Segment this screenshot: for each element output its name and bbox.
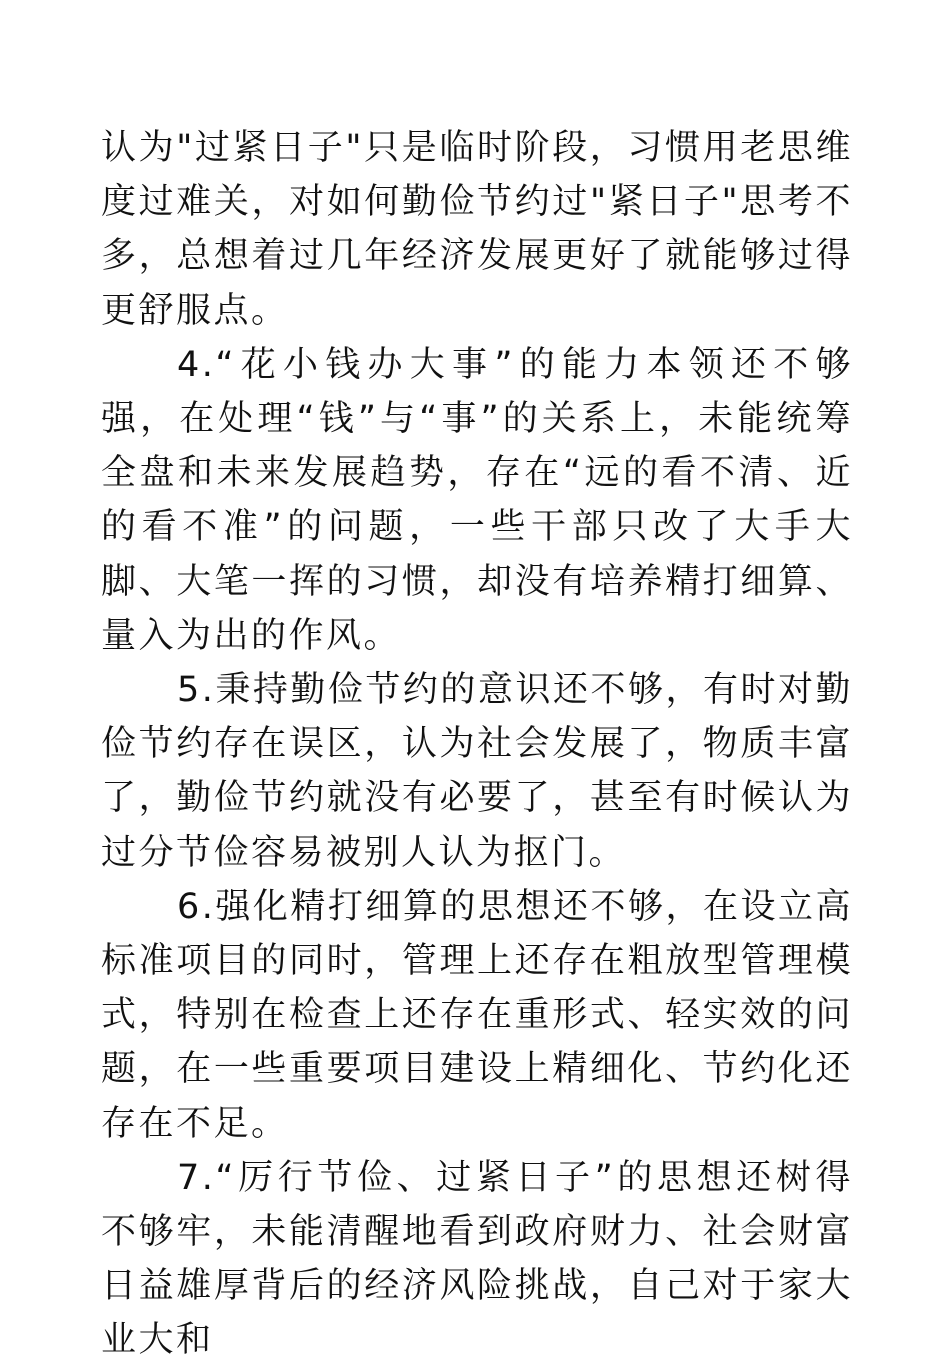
document-body (101, 121, 853, 1368)
paragraph-item-5: 5.秉持勤俭节约的意识还不够，有时对勤俭节约存在误区，认为社会发展了，物质丰富了，勤俭节约就没有必要了，甚至有时候认为过分节俭容易被别人认为抠门。 (101, 670, 853, 873)
paragraph-item-7: 7.“厉行节俭、过紧日子”的思想还树得不够牢，未能清醒地看到政府财力、社会财富日益雄厚背后的经济风险挑战，自己对于家大业大和 (101, 1157, 853, 1361)
paragraph-item-6: 6.强化精打细算的思想还不够，在设立高标准项目的同时，管理上还存在粗放型管理模式，特别在检查上还存在重形式、轻实效的问题，在一些重要项目建设上精细化、节约化还存在不足。 (101, 886, 853, 1144)
paragraph-item-4: 4.“花小钱办大事”的能力本领还不够强，在处理“钱”与“事”的关系上，未能统筹全盘和未来发展趋势，存在“远的看不清、近的看不准”的问题，一些干部只改了大手大脚、大笔一挥的习惯，却没有培养精打细算、量入为出的作风。 (101, 344, 853, 656)
paragraph-continued: 认为"过紧日子"只是临时阶段，习惯用老思维度过难关，对如何勤俭节约过"紧日子"思考不多，总想着过几年经济发展更好了就能够过得更舒服点。 (101, 128, 853, 331)
